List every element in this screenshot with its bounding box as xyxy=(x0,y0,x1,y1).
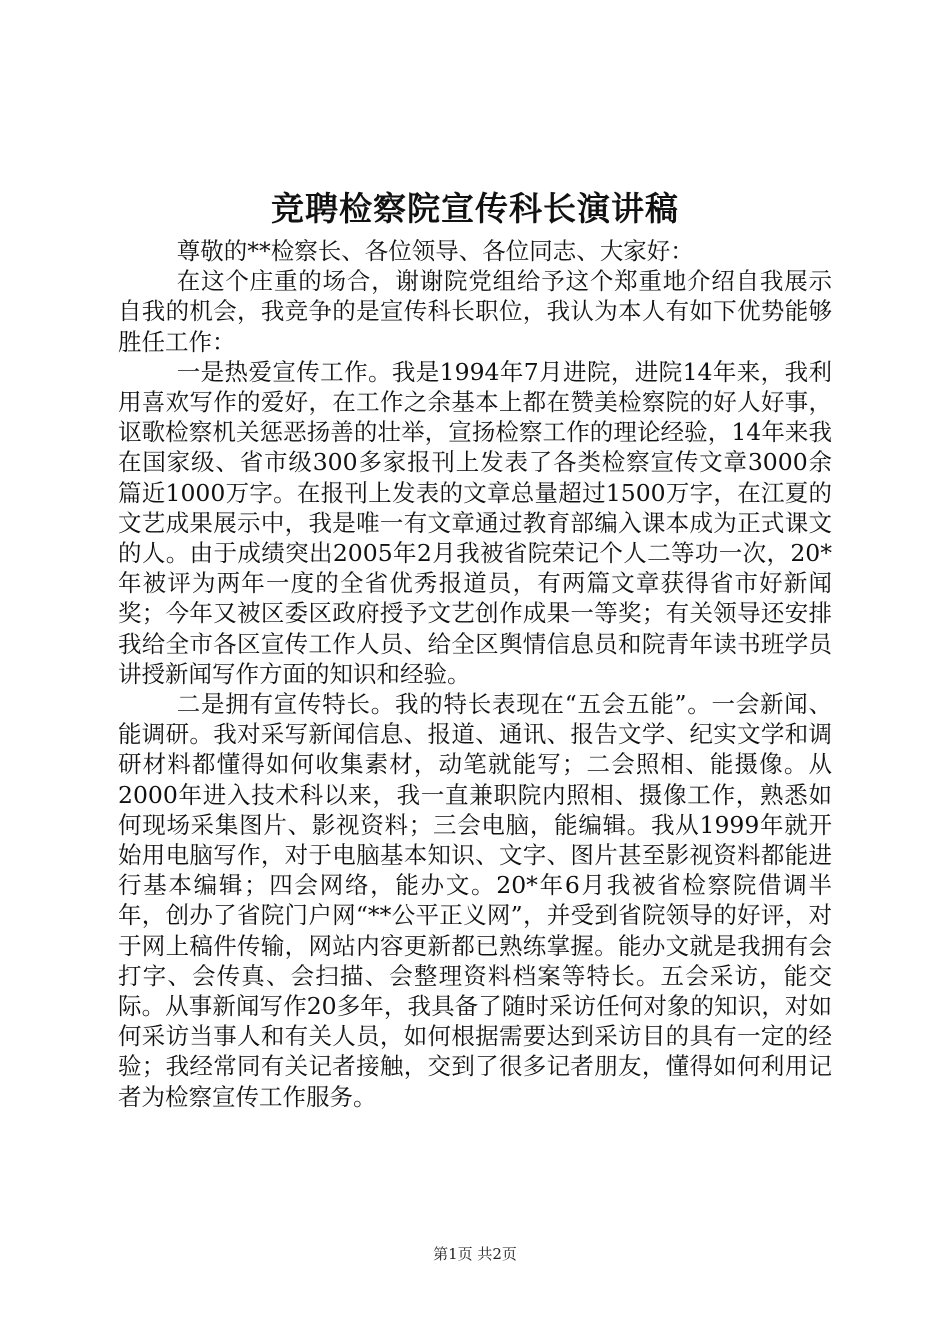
salutation-paragraph: 尊敬的**检察长、各位领导、各位同志、大家好： xyxy=(176,237,694,265)
intro-paragraph: 在这个庄重的场合，谢谢院党组给予这个郑重地介绍自我展示自我的机会，我竞争的是宣传科长职位，我认为本人有如下优势能够胜任工作： xyxy=(118,267,832,356)
document-title: 竞聘检察院宣传科长演讲稿 xyxy=(271,189,679,228)
point-two-paragraph: 二是拥有宣传特长。我的特长表现在“五会五能”。一会新闻、能调研。我对采写新闻信息、报道、通讯、报告文学、纪实文学和调研材料都懂得如何收集素材，动笔就能写；二会照相、能摄像。从2000年进入技术科以来，我一直兼职院内照相、摄像工作，熟悉如何现场采集图片、影视资料；三会电脑，能编辑。我从1999年就开始用电脑写作，对于电脑基本知识、文字、图片甚至影视资料都能进行基本编辑；四会网络，能办文。20*年6月我被省检察院借调半年，创办了省院门户网“**公平正义网”，并受到省院领导的好评，对于网上稿件传输，网站内容更新都已熟练掌握。能办文就是我拥有会打字、会传真、会扫描、会整理资料档案等特长。五会采访，能交际。从事新闻写作20多年，我具备了随时采访任何对象的知识，对如何采访当事人和有关人员，如何根据需要达到采访目的具有一定的经验；我经常同有关记者接触，交到了很多记者朋友，懂得如何利用记者为检察宣传工作服务。 xyxy=(118,690,832,1111)
point-one-paragraph: 一是热爱宣传工作。我是1994年7月进院，进院14年来，我利用喜欢写作的爱好，在工作之余基本上都在赞美检察院的好人好事，讴歌检察机关惩恶扬善的壮举，宣扬检察工作的理论经验，14年来我在国家级、省市级300多家报刊上发表了各类检察宣传文章3000余篇近1000万字。在报刊上发表的文章总量超过1500万字，在江夏的文艺成果展示中，我是唯一有文章通过教育部编入课本成为正式课文的人。由于成绩突出2005年2月我被省院荣记个人二等功一次，20*年被评为两年一度的全省优秀报道员，有两篇文章获得省市好新闻奖；今年又被区委区政府授予文艺创作成果一等奖；有关领导还安排我给全市各区宣传工作人员、给全区舆情信息员和院青年读书班学员讲授新闻写作方面的知识和经验。 xyxy=(118,357,832,688)
document-body xyxy=(118,236,832,1112)
page-number-footer: 第1页 共2页 xyxy=(433,1245,517,1263)
